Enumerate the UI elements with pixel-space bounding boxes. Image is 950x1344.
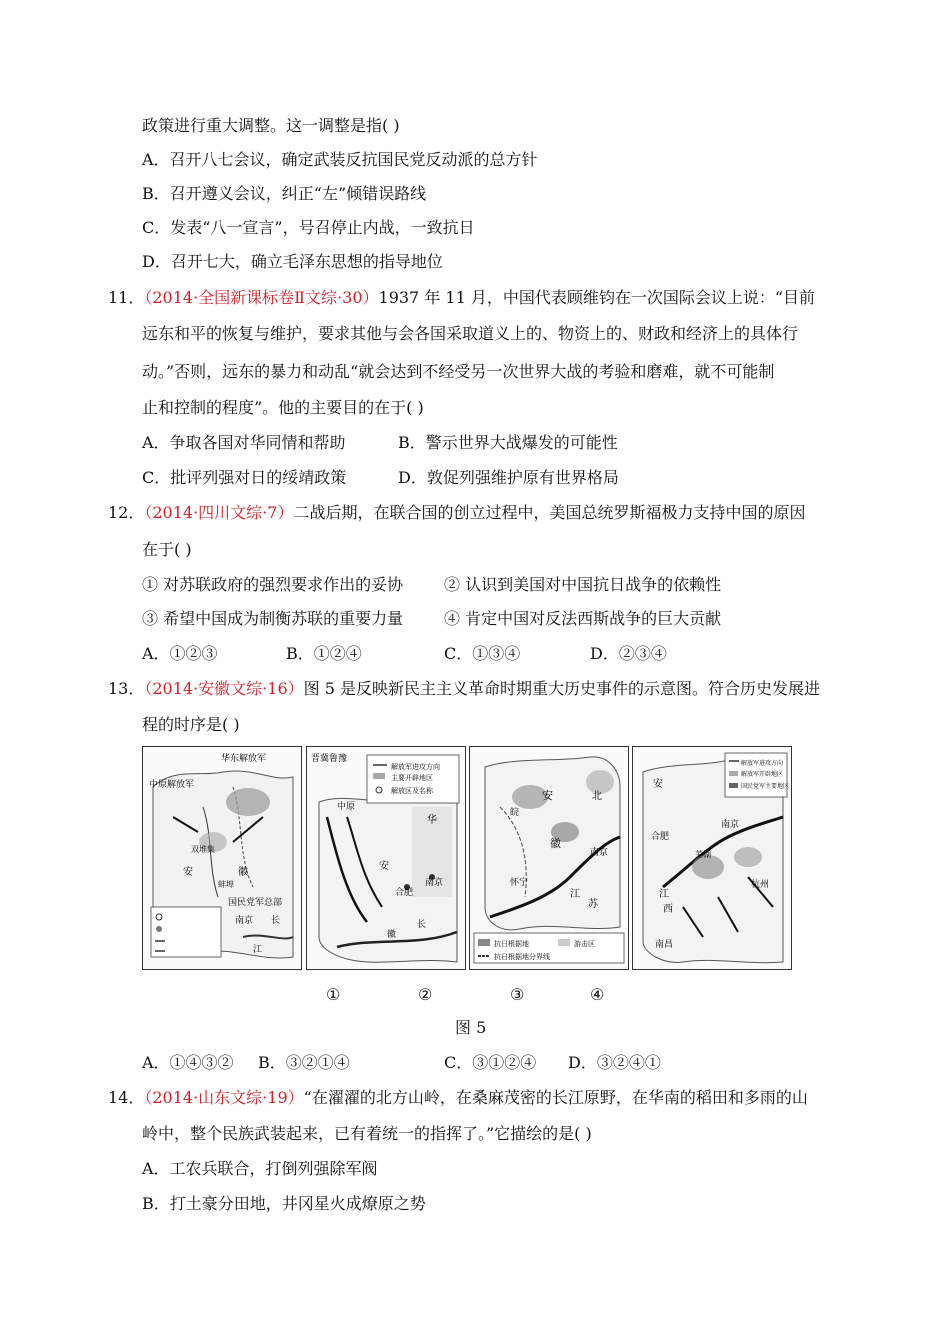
q12-number: 12． <box>108 503 145 522</box>
q11-option-c: C．批评列强对日的绥靖政策 <box>142 468 347 487</box>
map-3-label-jiang: 江 <box>570 889 580 900</box>
q11-stem-line-3: 动。”否则，远东的暴力和动乱“就会达到不经受另一次世界大战的考验和磨难，就不可能制 <box>142 362 775 381</box>
map-4 <box>632 746 792 970</box>
q11-option-a: A．争取各国对华同情和帮助 <box>142 433 346 452</box>
q13-stem-line-2: 程的时序是( ) <box>142 715 240 734</box>
map-3-legend-base: 抗日根据地 <box>494 940 529 948</box>
map-4-label-wuhu: 芜湖 <box>695 850 711 859</box>
map-3-label-hui: 徽 <box>550 837 561 850</box>
q10-option-a: A．召开八七会议，确定武装反抗国民党反动派的总方针 <box>142 150 538 169</box>
map-1 <box>142 746 302 970</box>
q12-option-a: A．①②③ <box>142 644 218 663</box>
map-4-drawing <box>633 747 791 969</box>
q13-text-1: 图 5 是反映新民主主义革命时期重大历史事件的示意图。符合历史发展进 <box>303 679 820 698</box>
map-2-label-chang: 长 <box>417 920 427 930</box>
q11-text-1: 1937 年 11 月，中国代表顾维钧在一次国际会议上说：“目前 <box>378 288 816 307</box>
q11-options-row-2 <box>142 468 842 488</box>
q12-stem-line-2: 在于( ) <box>142 540 192 559</box>
map-3-label-huaining: 怀宁 <box>510 878 529 888</box>
map-1-label-nanjing: 南京 <box>235 916 254 926</box>
figure-caption: 图 5 <box>455 1018 487 1037</box>
q10-option-c: C．发表“八一宣言”，号召停止内战，一致抗日 <box>142 218 475 237</box>
map-2-label-hefei: 合肥 <box>395 888 414 898</box>
map-2-label-zhongyuan: 中原 <box>337 802 356 812</box>
map-2-label-nanjing: 南京 <box>425 878 444 888</box>
q12-items-row-2 <box>142 609 842 629</box>
q12-options-row <box>142 644 842 664</box>
map-2-drawing <box>307 747 465 969</box>
map-3-label-su: 苏 <box>588 899 598 910</box>
q12-option-b: B．①②④ <box>286 644 362 663</box>
map-3-legend-boundary: 抗日根据地分界线 <box>494 953 550 961</box>
map-2-label-hui: 徽 <box>387 930 397 940</box>
q11-source: （2014·全国新课标卷Ⅱ文综·30） <box>144 288 379 307</box>
map-3-label-wan: 皖 <box>510 808 520 818</box>
q11-stem-line-2: 远东和平的恢复与维护，要求其他与会各国采取道义上的、物资上的、财政和经济上的具体行 <box>142 324 799 343</box>
map-3-drawing <box>470 747 628 969</box>
map-label-3: ③ <box>510 985 525 1004</box>
map-4-legend-kmt: 国民党军主要地区 <box>741 783 790 790</box>
q11-stem-line-4: 止和控制的程度”。他的主要目的在于( ) <box>142 398 424 417</box>
q14-stem-line-2: 岭中，整个民族武装起来，已有着统一的指挥了。”它描绘的是( ) <box>142 1124 592 1143</box>
map-3-label-nanjing: 南京 <box>590 848 609 858</box>
map-4-legend-attack: 解放军进攻方向 <box>741 760 784 767</box>
q14-number: 14． <box>108 1088 145 1107</box>
map-label-1: ① <box>326 985 341 1004</box>
map-2-label-an: 安 <box>379 861 389 872</box>
map-4-legend-area: 解放军开辟地区 <box>741 771 784 778</box>
map-1-drawing <box>143 747 301 969</box>
map-4-label-jiang: 江 <box>659 889 669 900</box>
map-4-label-hefei: 合肥 <box>651 832 670 842</box>
q14-source: （2014·山东文综·19） <box>144 1088 304 1107</box>
map-1-label-east-army: 华东解放军 <box>221 754 267 764</box>
q12-item-4: ④ 肯定中国对反法西斯战争的巨大贡献 <box>444 609 722 628</box>
map-1-label-an: 安 <box>183 867 193 878</box>
q12-stem-line-1 <box>108 503 805 523</box>
q12-items-row-1 <box>142 575 842 595</box>
q13-option-d: D．③②④① <box>568 1053 661 1072</box>
map-2 <box>306 746 466 970</box>
q11-option-b: B．警示世界大战爆发的可能性 <box>398 433 618 452</box>
map-1-label-hui: 徽 <box>238 867 248 878</box>
q10-continuation: 政策进行重大调整。这一调整是指( ) <box>142 116 400 135</box>
map-label-4: ④ <box>590 985 605 1004</box>
map-2-label-hua: 华 <box>427 815 437 826</box>
q12-item-3: ③ 希望中国成为制衡苏联的重要力量 <box>142 609 404 628</box>
q13-option-a: A．①④③② <box>142 1053 234 1072</box>
map-1-label-kmt-hq: 国民党军总部 <box>228 898 283 908</box>
map-2-legend-base: 解放区及名称 <box>391 787 433 795</box>
q14-stem-line-1 <box>108 1088 808 1108</box>
q12-option-c: C．①③④ <box>444 644 521 663</box>
map-2-legend-attack: 解放军进攻方向 <box>391 763 440 771</box>
q12-source: （2014·四川文综·7） <box>144 503 294 522</box>
map-label-2: ② <box>418 985 433 1004</box>
map-1-label-shuangduiji: 双堆集 <box>191 845 215 854</box>
q12-item-2: ② 认识到美国对中国抗日战争的依赖性 <box>444 575 722 594</box>
q13-option-b: B．③②①④ <box>258 1053 350 1072</box>
map-2-label-jinjiluyu: 晋冀鲁豫 <box>311 754 348 764</box>
map-3 <box>469 746 629 970</box>
map-4-label-hangzhou: 杭州 <box>751 880 770 890</box>
figure-5-maps <box>142 746 790 970</box>
q13-number: 13． <box>108 679 145 698</box>
map-1-label-chang: 长 <box>271 916 281 926</box>
map-2-legend-area: 主要开辟地区 <box>391 774 433 782</box>
q12-item-1: ① 对苏联政府的强烈要求作出的妥协 <box>142 575 404 594</box>
map-4-label-nanjing: 南京 <box>721 820 740 830</box>
q11-number: 11． <box>108 288 145 307</box>
map-1-label-bengbu: 蚌埠 <box>218 880 234 889</box>
q11-stem-line-1 <box>108 288 815 308</box>
map-3-label-an: 安 <box>542 789 553 802</box>
map-4-label-an: 安 <box>653 779 663 790</box>
map-3-label-bei: 北 <box>592 791 602 802</box>
q13-stem-line-1 <box>108 679 820 699</box>
q13-options-row <box>142 1053 842 1073</box>
map-4-label-xi: 西 <box>663 904 673 915</box>
q14-option-b: B．打土豪分田地，井冈星火成燎原之势 <box>142 1194 426 1213</box>
q10-option-b: B．召开遵义会议，纠正“左”倾错误路线 <box>142 184 427 203</box>
q10-option-d: D．召开七大，确立毛泽东思想的指导地位 <box>142 252 443 271</box>
map-1-label-central-army: 中原解放军 <box>149 780 195 790</box>
map-3-legend-guerrilla: 游击区 <box>574 940 595 948</box>
map-1-label-jiang: 江 <box>253 945 263 955</box>
q11-options-row-1 <box>142 433 842 453</box>
q12-option-d: D．②③④ <box>590 644 667 663</box>
map-4-label-nanchang: 南昌 <box>655 940 674 950</box>
q11-option-d: D．敦促列强维护原有世界格局 <box>398 468 619 487</box>
q12-text-1: 二战后期，在联合国的创立过程中，美国总统罗斯福极力支持中国的原因 <box>293 503 806 522</box>
q14-option-a: A．工农兵联合，打倒列强除军阀 <box>142 1159 378 1178</box>
q14-text-1: “在濯濯的北方山岭，在桑麻茂密的长江原野，在华南的稻田和多雨的山 <box>303 1088 808 1107</box>
q13-source: （2014·安徽文综·16） <box>144 679 304 698</box>
q13-option-c: C．③①②④ <box>444 1053 537 1072</box>
